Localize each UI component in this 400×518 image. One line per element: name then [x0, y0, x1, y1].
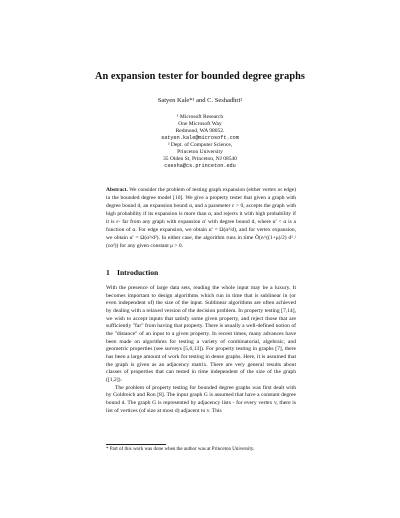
body-line: in time independent of the size of the graph ([1,2]).	[106, 369, 296, 384]
footnote-rule	[106, 444, 166, 445]
author-affiliations	[0, 114, 400, 170]
footnote: * Part of this work was done when the author was at Princeton University.	[106, 447, 255, 452]
abstract-line: far from any graph with expansion α′ with degree bound d, where α′ < α	[122, 218, 287, 225]
abstract-line: We consider the problem of testing graph expansion (either	[129, 187, 261, 193]
body-line: in dense graphs. Here, it is assumed that the graph is given as an adjacency	[106, 354, 296, 368]
body-line: constant degree bound d. The graph G is represented by adjacency lists - for	[106, 392, 296, 407]
affiliation-line: Princeton University	[177, 148, 223, 155]
body-line: with by Goldreich and Ron [8]. The input graph G is assumed that have a	[106, 384, 296, 399]
body-text	[106, 285, 296, 415]
body-line: matrix. There are very general results about classes of properties that can tested	[106, 361, 297, 376]
abstract-line: and a parameter ε > 0, accepts the graph with high probability if its	[106, 202, 297, 217]
paper-title: An expansion tester for bounded degree graphs	[95, 71, 305, 82]
body-line: reject those that are sufficiently "far" from having that property. There is usually	[106, 315, 297, 330]
paragraph	[106, 285, 296, 385]
body-line: The problem of property testing for bounded degree graphs was first dealt	[115, 384, 285, 391]
author-email: satyen.kale@microsoft.com	[161, 134, 239, 141]
author-email: csesha@cs.princeton.edu	[164, 162, 236, 169]
affiliation-line: ¹ Microsoft Research	[176, 114, 224, 120]
paper-authors: Satyen Kale*¹ and C. Seshadhri²	[157, 97, 243, 104]
abstract-line: tester that given a graph with degree bound d, an expansion bound α,	[106, 194, 297, 209]
body-line: a well-defined notion of the "distance" of an input to a given property. In recent	[106, 323, 296, 338]
affiliation-line: One Microsoft Way	[178, 120, 222, 127]
body-line: every vertex v, there is list of vertices (of size at most d) adjacent to v. This	[106, 400, 296, 414]
abstract	[106, 187, 296, 251]
section-title: Introduction	[117, 268, 159, 277]
section-number: 1	[106, 268, 110, 277]
abstract-line: vertex or edge) in the bounded degree model [10]. We give a property	[106, 187, 297, 201]
abstract-line: expansion is more than α, and rejects it with high probability if it is ε-	[106, 210, 296, 225]
body-line: testing [7,14], we wish to accept inputs that satisfy some given property, and	[106, 308, 296, 322]
body-line: in (or even independent of) the size of the input. Sublinear algorithms are often	[106, 292, 296, 307]
paragraph	[106, 385, 296, 416]
body-line: achieved by dealing with a relaxed version of the decision problem. In property	[106, 300, 296, 315]
abstract-label: Abstract.	[106, 187, 128, 193]
abstract-line: vertex expansion, we obtain α′ = Ω(α²/d²). In either case, the algorithm	[106, 226, 296, 241]
body-line: combinatorial, algebraic, and geometric properties (see surveys [5,6,13]). For	[106, 338, 296, 353]
abstract-line: runs in time Õ(n^((1+μ)/2) d² / (εα²)) for any given constant μ > 0.	[106, 234, 296, 249]
body-line: times, many advances have been made on algorithms for testing a variety of	[106, 331, 296, 345]
affiliation-line: 35 Olden St, Princeton, NJ 08540	[162, 155, 238, 162]
body-line: It becomes important to design algorithms which run in time that is sublinear	[106, 285, 296, 299]
affiliation-line: ² Dept. of Computer Science,	[167, 141, 233, 148]
abstract-line: is a function of α. For edge expansion, we obtain α′ = Ω(α²/d), and for	[106, 218, 296, 233]
body-line: property testing in graphs [7], there has been a large amount of work for testing	[106, 346, 296, 361]
body-line: With the presence of large data sets, reading the whole input may be a luxury.	[106, 285, 291, 291]
affiliation-line: Redmond, WA 98052.	[175, 127, 225, 134]
section-heading	[106, 268, 158, 277]
